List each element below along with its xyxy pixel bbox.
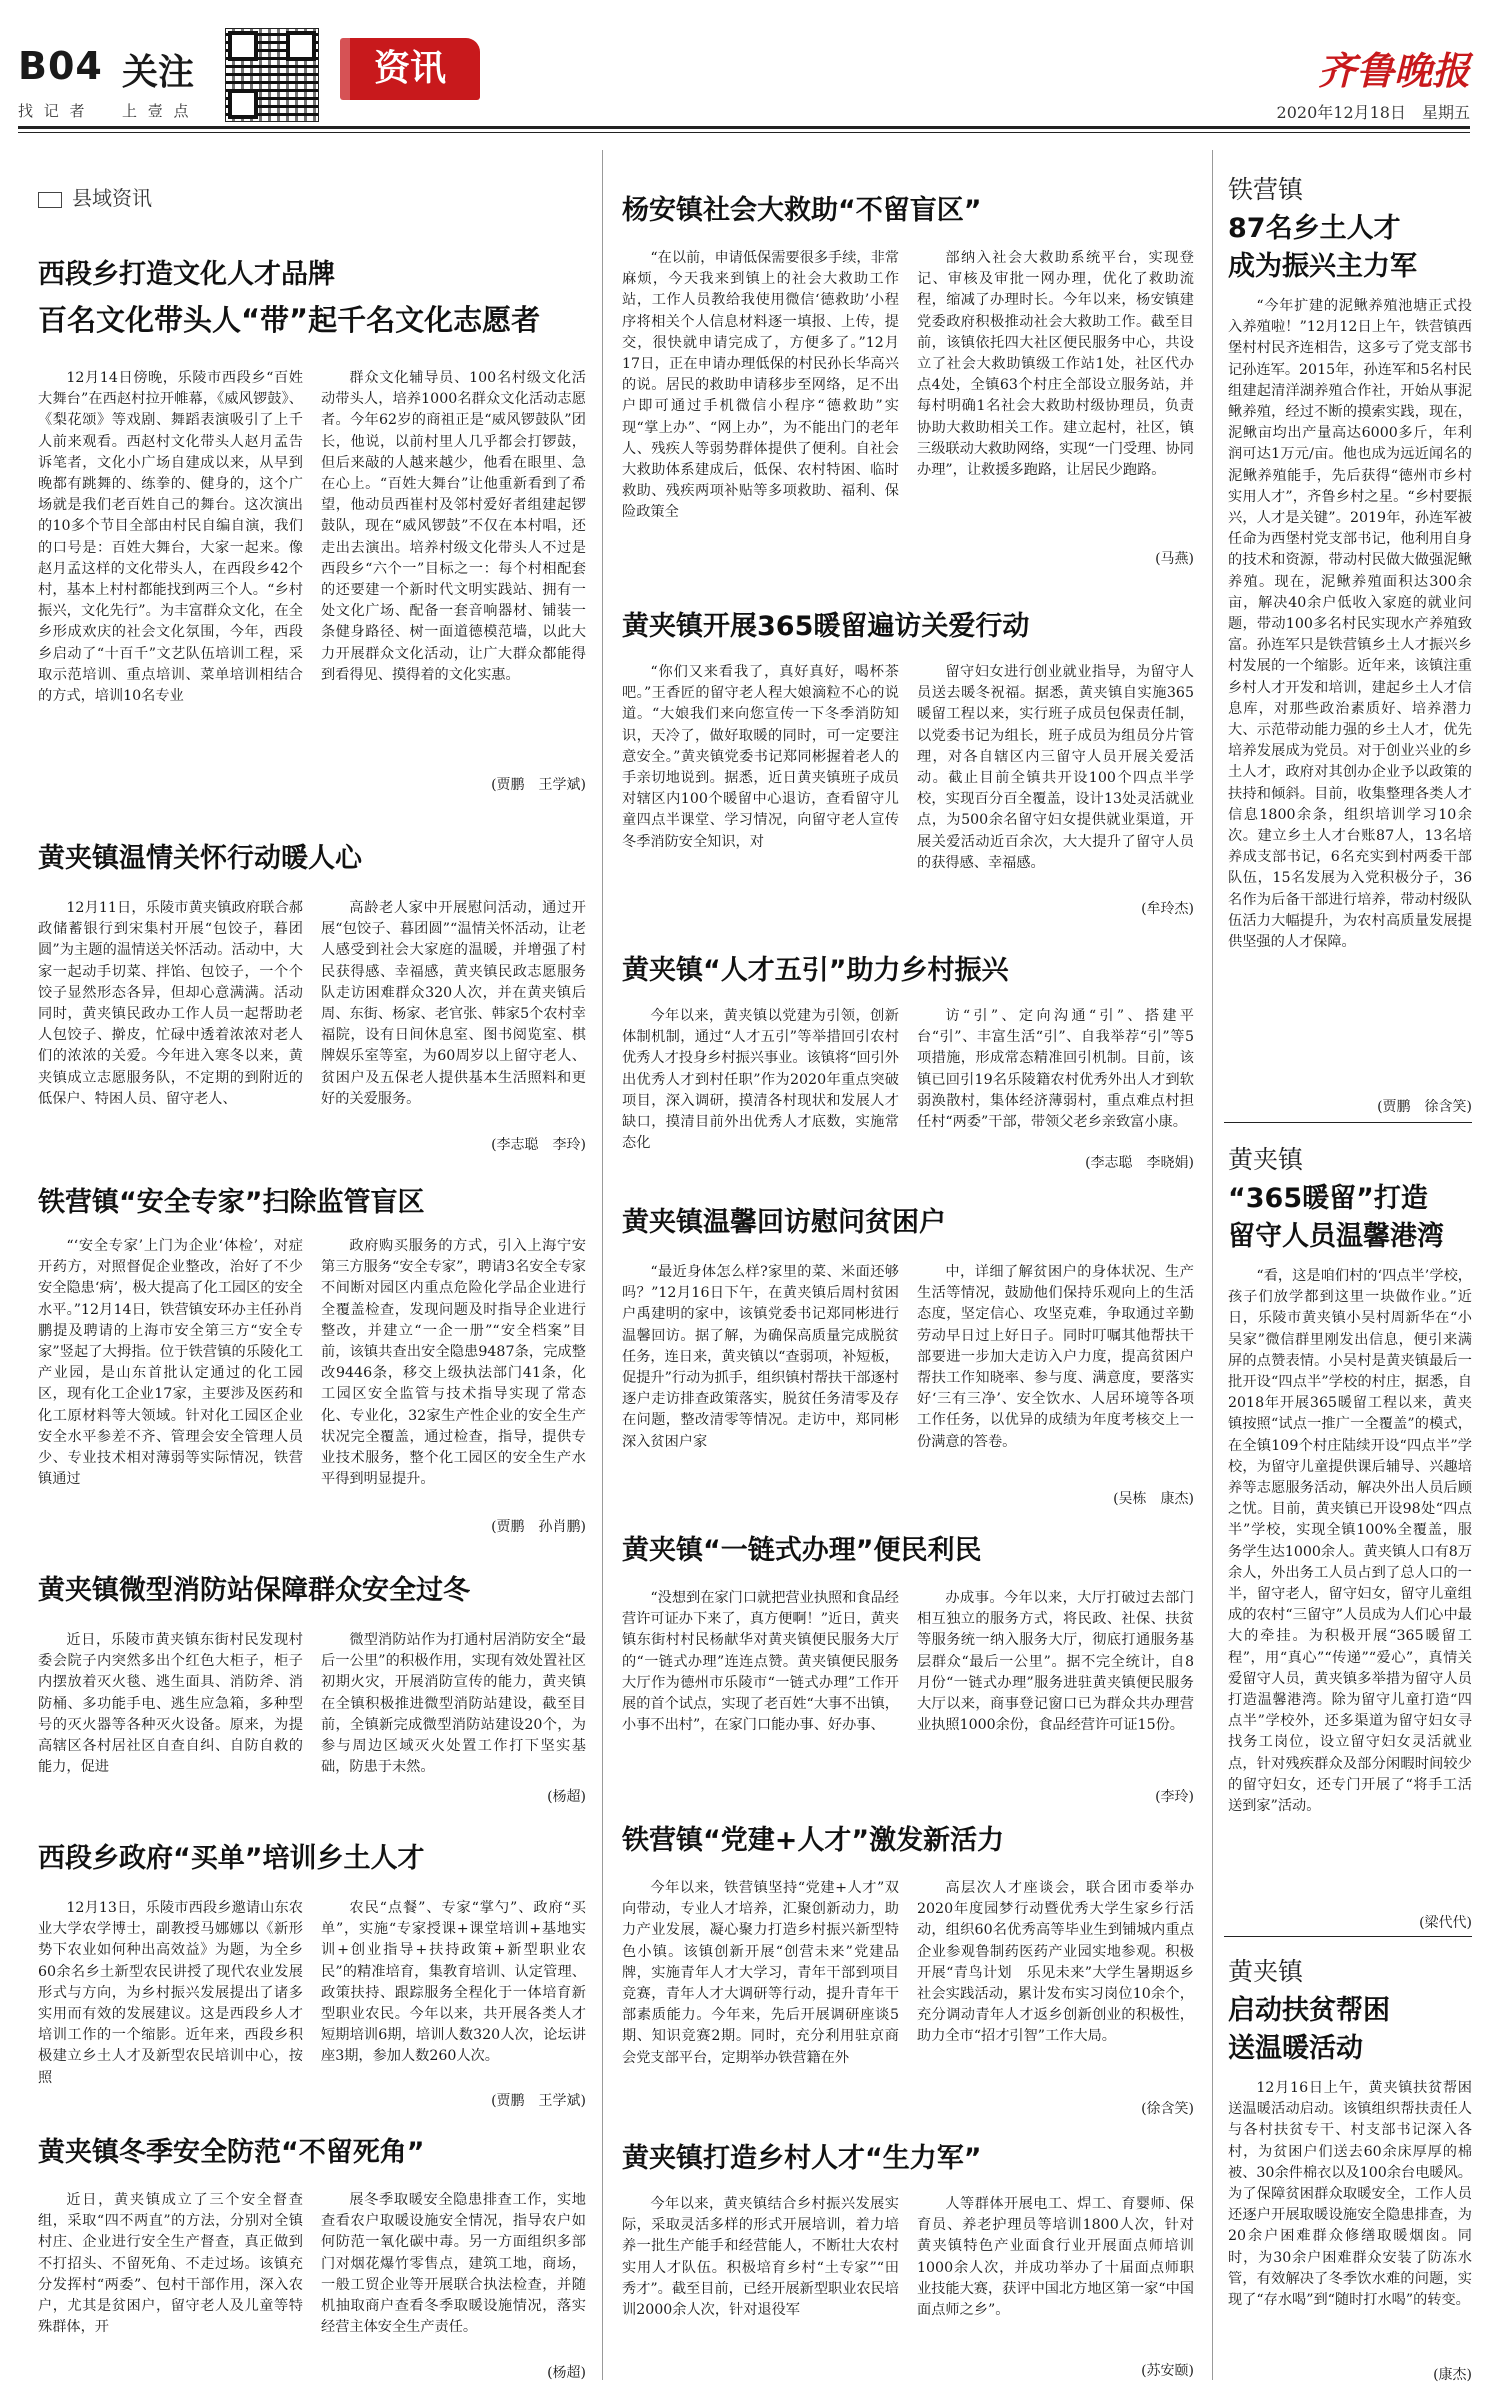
article-title: 87名乡土人才: [1228, 213, 1401, 244]
article-title: 黄夹镇“一链式办理”便民利民: [622, 1535, 982, 1566]
article-kicker: 铁营镇: [1228, 175, 1304, 204]
article-title: 铁营镇“安全专家”扫除监管盲区: [38, 1187, 425, 1218]
article-title: 黄夹镇微型消防站保障群众安全过冬: [38, 1575, 470, 1606]
article-title: 黄夹镇打造乡村人才“生力军”: [622, 2143, 982, 2174]
article-title: 西段乡打造文化人才品牌: [38, 259, 335, 290]
article-byline: (李志聪 李晓娟): [1085, 1155, 1194, 1171]
article-subtitle: 送温暖活动: [1228, 2033, 1363, 2064]
article-body: 近日，黄夹镇成立了三个安全督查组，采取“四不两直”的方法，分别对全镇村庄、企业进行安全生产督查，真正做到不打招头、不留死角、不走过场。该镇充分发挥村“两委”、包村干部作用，深入农户，尤其是贫困户，留守老人及儿童等特殊群体，开 展冬季取暖安全隐患排查工作，实地查看农户取暖设施安全情况，指导农户如何防范一氧化碳中毒。另一方面组织多部门对烟花爆竹零售点，建筑工地，商场，一般工贸企业等开展联合执法检查，并随机抽取商户查看冬季取暖设施情况，落实经营主体安全生产责任。: [38, 2192, 586, 2336]
section-divider: [1224, 1122, 1472, 1123]
header-rule: [18, 126, 1470, 129]
article-byline: (吴栋 康杰): [1113, 1491, 1194, 1507]
article-kicker: 黄夹镇: [1228, 1957, 1304, 1986]
article-body: “今年扩建的泥鳅养殖池塘正式投入养殖啦！”12月12日上午，铁营镇西堡村村民齐连相告，这多亏了党支部书记孙连军。2015年，孙连军和5名村民组建起清洋湖养殖合作社，开始从事泥鳅养殖，经过不断的摸索实践，现在，泥鳅亩均出产量高达6000多斤，年利润可达1万元/亩。他也成为远近闻名的泥鳅养殖能手，先后获得“德州市乡村实用人才”，齐鲁乡村之星。“乡村要振兴，人才是关键”。2019年，孙连军被任命为西堡村党支部书记，他利用自身的技术和资源，带动村民做大做强泥鳅养殖。现在，泥鳅养殖面积达300余亩，解决40余户低收入家庭的就业问题，带动100多名村民实现水产养殖致富。孙连军只是铁营镇乡土人才振兴乡村发展的一个缩影。近年来，该镇注重乡村人才开发和培训，建起乡土人才信息库，对那些政治素质好、培养潜力大、示范带动能力强的乡土人才，优先培养发展成为党员。对于创业兴业的乡土人才，政府对其创办企业予以政策的扶持和倾斜。目前，收集整理各类人才信息1800余条，组织培训学习10余次。建立乡土人才台账87人，13名培养成支部书记，6名充实到村两委干部队伍，15名发展为入党积极分子，36名作为后备干部进行培养，带动村级队伍活力大幅提升，为农村高质量发展提供坚强的人才保障。: [1228, 298, 1472, 951]
article-byline: (苏安颐): [1141, 2363, 1194, 2379]
article-title: 杨安镇社会大救助“不留盲区”: [622, 195, 982, 226]
article-body: 12月13日，乐陵市西段乡邀请山东农业大学农学博士，副教授马娜娜以《新形势下农业如何种出高效益》为题，为全乡60余名乡土新型农民讲授了现代农业发展形式与方向，为乡村振兴发展提出了诸多实用而有效的发展建议。这是西段乡人才培训工作的一个缩影。近年来，西段乡积极建立乡土人才及新型农民培训中心，按照 农民“点餐”、专家“掌勺”、政府“买单”，实施“专家授课+课堂培训+基地实训+创业指导+扶持政策+新型职业农民”的精准培育，集教育培训、认定管理、政策扶持、跟踪服务全程化于一体培育新型职业农民。今年以来，共开展各类人才短期培训6期，培训人数320人次，论坛讲座3期，参加人数260人次。: [38, 1900, 586, 2086]
article-title: “365暖留”打造: [1228, 1183, 1428, 1214]
article-body: 近日，乐陵市黄夹镇东街村民发现村委会院子内突然多出个红色大柜子，柜子内摆放着灭火毯、逃生面具、消防斧、消防桶、多功能手电、逃生应急箱，多种型号的灭火器等各种灭火设备。原来，为提高辖区各村居社区自查自纠、自防自救的能力，促进 微型消防站作为打通村居消防安全“最后一公里”的积极作用，实现有效处置社区初期火灾，开展消防宣传的能力，黄夹镇在全镇积极推进微型消防站建设，截至目前，全镇新完成微型消防站建设20个，为参与周边区域灭火处置工作打下坚实基础，防患于未然。: [38, 1632, 586, 1776]
article-body: “在以前，申请低保需要很多手续，非常麻烦，今天我来到镇上的社会大救助工作站，工作人员教给我使用微信‘德救助’小程序将相关个人信息材料逐一填报、上传，提交，很快就申请完成了，方便多了。”12月17日，正在申请办理低保的村民孙长华高兴的说。居民的救助申请移步至网络，足不出户即可通过手机微信小程序“德救助”实现“掌上办”、“网上办”，为不能出门的老年人、残疾人等弱势群体提供了便利。自社会大救助体系建成后，低保、农村特困、临时救助、残疾两项补贴等多项救助、福利、保险政策全 部纳入社会大救助系统平台，实现登记、审核及审批一网办理，优化了救助流程，缩减了办理时长。今年以来，杨安镇建党委政府积极推动社会大救助工作。截至目前，该镇依托四大社区便民服务中心，共设立了社会大救助镇级工作站1处，社区代办点4处，全镇63个村庄全部设立服务站，并每村明确1名社会大救助村级协理员，负责协助大救助相关工作。建立起村，社区，镇三级联动大救助网络，实现“一门受理、协同办理”，让救援多跑路，让居民少跑路。: [622, 250, 1194, 521]
article-kicker: 黄夹镇: [1228, 1145, 1304, 1174]
article-title: 启动扶贫帮困: [1228, 1995, 1390, 2026]
editor-action: 上 壹 点: [122, 102, 192, 120]
article-title: 黄夹镇“人才五引”助力乡村振兴: [622, 955, 1009, 986]
article-byline: (马燕): [1155, 551, 1194, 567]
section-tag: 资讯: [340, 38, 480, 100]
article-body: “没想到在家门口就把营业执照和食品经营许可证办下来了，真方便啊！”近日，黄夹镇东街村村民杨献华对黄夹镇便民服务大厅的“一链式办理”连连点赞。黄夹镇便民服务大厅作为德州市乐陵市“一链式办理”工作开展的首个试点，实现了老百姓“大事不出镇，小事不出村”，在家门口能办事、好办事、 办成事。今年以来，大厅打破过去部门相互独立的服务方式，将民政、社保、扶贫等服务统一纳入服务大厅，彻底打通服务基层群众“最后一公里”。据不完全统计，自8月份“一链式办理”服务进驻黄夹镇便民服务大厅以来，商事登记窗口已为群众共办理营业执照1000余份，食品经营许可证15份。: [622, 1590, 1194, 1734]
editor-label: 找 记 者: [18, 102, 88, 120]
article-body: “你们又来看我了，真好真好，喝杯茶吧。”王香匠的留守老人程大娘滴粒不心的说道。“大娘我们来向您宣传一下冬季消防知识，天冷了，做好取暖的同时，可一定要注意安全。”黄夹镇党委书记郑同彬握着老人的手亲切地说到。据悉，近日黄夹镇班子成员对辖区内100个暖留中心退访，查看留守儿童四点半课堂、学习情况，向留守老人宣传冬季消防安全知识，对 留守妇女进行创业就业指导，为留守人员送去暖冬祝福。据悉，黄夹镇自实施365暖留工程以来，实行班子成员包保责任制，以党委书记为组长，班子成员为组员分片管理，对各自辖区内三留守人员开展关爱活动。截止目前全镇共开设100个四点半学校，实现百分百全覆盖，设计13处灵活就业点，为500余名留守妇女提供就业渠道，开展关爱活动近百余次，大大提升了留守人员的获得感、幸福感。: [622, 664, 1194, 871]
article-subtitle: 留守人员温馨港湾: [1228, 1221, 1444, 1252]
article-byline: (牟玲杰): [1141, 901, 1194, 917]
article-body: 12月11日，乐陵市黄夹镇政府联合郝政储蓄银行到宋集村开展“包饺子，暮团圆”为主题的温情送关怀活动。活动中，大家一起动手切菜、拌馅、包饺子，一个个饺子显然形态各异，但却心意满满。活动同时，黄夹镇民政办工作人员一起帮助老人包饺子、擀皮，忙碌中透着浓浓对老人们的浓浓的关爱。今年进入寒冬以来，黄夹镇成立志愿服务队，不定期的到附近的低保户、特困人员、留守老人、 高龄老人家中开展慰问活动，通过开展“包饺子、暮团圆”“温情关怀活动，让老人感受到社会大家庭的温暖，并增强了村民获得感、幸福感，黄夹镇民政志愿服务队走访困难群众320人次，并在黄夹镇后周、东街、杨家、老官张、韩家5个农村幸福院，设有日间休息室、图书阅览室、棋牌娱乐室等室，为60周岁以上留守老人、贫困户及五保老人提供基本生活照料和更好的关爱服务。: [38, 900, 586, 1107]
header-rule-thin: [18, 132, 1470, 133]
article-body: “最近身体怎么样?家里的菜、米面还够吗？”12月16日下午，在黄夹镇后周村贫困户禹建明的家中，该镇党委书记郑同彬进行温馨回访。据了解，为确保高质量完成脱贫任务，连日来，黄夹镇以“查弱项，补短板，促提升”行动为抓手，组织镇村帮扶干部逐村逐户走访排查政策落实，脱贫任务清零及存在问题，整改清零等情况。走访中，郑同彬深入贫困户家 中，详细了解贫困户的身体状况、生产生活等情况，鼓励他们保持乐观向上的生活态度，坚定信心、攻坚克难，争取通过辛勤劳动早日过上好日子。同时叮嘱其他帮扶干部要进一步加大走访入户力度，提高贫困户帮扶工作知晓率、参与度、满意度，要落实好‘三有三净’、安全饮水、人居环境等各项工作任务，以优异的成绩为年度考核交上一份满意的答卷。: [622, 1264, 1194, 1450]
article-subtitle: 百名文化带头人“带”起千名文化志愿者: [38, 303, 541, 337]
article-body: “看，这是咱们村的‘四点半’学校，孩子们放学都到这里一块做作业。”近日，乐陵市黄夹镇小吴村周新华在“小吴家”微信群里刚发出信息，便引来满屏的点赞表情。小吴村是黄夹镇最后一批开设“四点半”学校的村庄，据悉，自2018年开展365暖留工程以来，黄夹镇按照“试点一推广一全覆盖”的模式，在全镇109个村庄陆续开设“四点半”学校，为留守儿童提供课后辅导、兴趣培养等志愿服务活动，解决外出人员后顾之忧。目前，黄夹镇已开设98处“四点半”学校，实现全镇100%全覆盖，服务学生达1000余人。黄夹镇人口有8万余人，外出务工人员占到了总人口的一半，留守老人，留守妇女，留守儿童组成的农村“三留守”人员成为人们心中最大的牵挂。为积极开展“365暖留工程”，用“真心”“传递”“爱心”，真情关爱留守人员，黄夹镇多举措为留守人员打造温馨港湾。除为留守儿童打造“四点半”学校外，还多渠道为留守妇女寻找务工岗位，设立留守妇女灵活就业点，针对残疾群众及部分闲暇时间较少的留守妇女，还专门开展了“将手工活送到家”活动。: [1228, 1268, 1472, 1815]
article-body: 今年以来，黄夹镇结合乡村振兴发展实际，采取灵活多样的形式开展培训，着力培养一批生产能手和经营能人，不断壮大农村实用人才队伍。积极培育乡村“土专家”“田秀才”。截至目前，已经开展新型职业农民培训2000余人次，针对退役军 人等群体开展电工、焊工、育婴师、保育员、养老护理员等培训1800人次，针对黄夹镇特色产业面食行业开展面点师培训1000余人次，并成功举办了十届面点师职业技能大赛，获评中国北方地区第一家“中国面点师之乡”。: [622, 2196, 1194, 2319]
article-body: 今年以来，黄夹镇以党建为引领，创新体制机制，通过“人才五引”等举措回引农村优秀人才投身乡村振兴事业。该镇将“回引外出优秀人才到村任职”作为2020年重点突破项目，深入调研，摸清各村现状和发展人才缺口，摸清目前外出优秀人才底数，实施常态化 访“引”、定向沟通“引”、搭建平台“引”、丰富生活“引”、自我举荐“引”等5项措施，形成常态精准回引机制。目前，该镇已回引19名乐陵籍农村优秀外出人才到软弱涣散村，集体经济薄弱村，重点难点村担任村“两委”干部，带领父老乡亲致富小康。: [622, 1008, 1194, 1152]
article-title: 黄夹镇温情关怀行动暖人心: [38, 843, 362, 874]
column-label: 县域资讯: [38, 182, 152, 211]
article-body: 12月16日上午，黄夹镇扶贫帮困送温暖活动启动。该镇组织帮扶责任人与各村扶贫专干、村支部书记深入各村，为贫困户们送去60余床厚厚的棉被、30余件棉衣以及100余台电暖风。为了保障贫困群众取暖安全，工作人员还逐户开展取暖设施安全隐患排查，为20余户困难群众修缮取暖烟囱。同时，为30余户困难群众安装了防冻水管，有效解决了冬季饮水难的问题，实现了“存水喝”到“随时打水喝”的转变。: [1228, 2080, 1472, 2309]
article-title: 黄夹镇冬季安全防范“不留死角”: [38, 2137, 425, 2168]
column-divider: [1212, 150, 1213, 2380]
article-byline: (贾鹏 王学斌): [491, 2093, 586, 2109]
article-byline: (李志聪 李玲): [491, 1137, 586, 1153]
column-divider: [602, 150, 603, 2380]
article-byline: (贾鹏 王学斌): [491, 777, 586, 793]
article-title: 黄夹镇温馨回访慰问贫困户: [622, 1207, 946, 1238]
article-title: 西段乡政府“买单”培训乡土人才: [38, 1843, 425, 1874]
article-byline: (康杰): [1433, 2367, 1472, 2383]
article-body: 12月14日傍晚，乐陵市西段乡“百姓大舞台”在西赵村拉开帷幕，《威风锣鼓》、《梨花颂》等戏剧、舞蹈表演吸引了上千人前来观看。西赵村文化带头人赵月孟告诉笔者，文化小广场自建成以来，从早到晚都有跳舞的、练拳的、健身的，这个广场就是我们老百姓自己的舞台。这次演出的10多个节目全部由村民自编自演，我们的口号是：百姓大舞台，大家一起来。像赵月孟这样的文化带头人，在西段乡42个村，基本上村村都能找到两三个人。“乡村振兴，文化先行”。为丰富群众文化，在全乡形成欢庆的社会文化氛围，今年，西段乡启动了“十百千”文艺队伍培训工程，采取示范培训、重点培训、菜单培训相结合的方式，培训10名专业 群众文化辅导员、100名村级文化活动带头人，培养1000名群众文化活动志愿者。今年62岁的商祖正是“威风锣鼓队”团长，他说，以前村里人几乎都会打锣鼓，但后来敲的人越来越少，他看在眼里、急在心上。“百姓大舞台”让他重新看到了希望，他动员西崔村及邻村爱好者组建起锣鼓队，现在“威风锣鼓”不仅在本村唱，还走出去演出。培养村级文化带头人不过是西段乡“六个一”目标之一：每个村相配套的还要建一个新时代文明实践站、拥有一处文化广场、配备一套音响器材、铺装一条健身路径、树一面道德模范墙，以此大力开展群众文化活动，让广大群众都能得到看得见、摸得着的文化实惠。: [38, 370, 586, 705]
article-byline: (杨超): [547, 1789, 586, 1805]
article-byline: (杨超): [547, 2365, 586, 2381]
article-body: “‘安全专家’上门为企业‘体检’，对症开药方，对照督促企业整改，治好了不少安全隐患‘病’，极大提高了化工园区的安全水平。”12月14日，铁营镇安环办主任孙肖鹏提及聘请的上海市安全第三方“安全专家”竖起了大拇指。位于铁营镇的乐陵化工产业园，是山东首批认定通过的化工园区，现有化工企业17家，主要涉及医药和化工原材料等大领域。针对化工园区企业安全水平参差不齐、管理会安全管理人员少、专业技术相对薄弱等实际情况，铁营镇通过 政府购买服务的方式，引入上海宁安第三方服务“安全专家”，聘请3名安全专家不间断对园区内重点危险化学品企业进行全覆盖检查，发现问题及时指导企业进行整改，并建立“一企一册”“安全档案”目前，该镇共查出安全隐患9487条，完成整改9446条，移交上级执法部门41条，化工园区安全监管与技术指导实现了常态化、专业化，32家生产性企业的安全生产状况完全覆盖，通过检查，指导，提供专业技术服务，整个化工园区的安全生产水平得到明显提升。: [38, 1238, 586, 1488]
article-body: 今年以来，铁营镇坚持“党建+人才”双向带动，专业人才培养，汇聚创新动力，助力产业发展，凝心聚力打造乡村振兴新型特色小镇。该镇创新开展“创营未来”党建品牌，实施青年人才大学习，青年干部到项目竞赛，青年人才大调研等行动，提升青年干部素质能力。今年来，先后开展调研座谈5期、知识竞赛2期。同时，充分利用驻京商会党支部平台，定期举办铁营籍在外 高层次人才座谈会，联合团市委举办2020年度园梦行动暨优秀大学生家乡行活动，组织60名优秀高等毕业生到铺城内重点企业参观鲁制药医药产业园实地参观。积极开展“青鸟计划 乐见未来”大学生暑期返乡社会实践活动，累计发布实习岗位10余个，充分调动青年人才返乡创新创业的积极性，助力全市“招才引智”工作大局。: [622, 1880, 1194, 2066]
article-title: 铁营镇“党建+人才”激发新活力: [622, 1825, 1005, 1856]
page-number: B04: [18, 44, 103, 88]
article-byline: (贾鹏 徐含笑): [1377, 1099, 1472, 1115]
article-byline: (梁代代): [1419, 1915, 1472, 1931]
section-title: 关注: [122, 52, 195, 93]
article-byline: (贾鹏 孙肖鹏): [491, 1519, 586, 1535]
qr-code-icon: [225, 28, 319, 122]
issue-date: 2020年12月18日 星期五: [1276, 103, 1470, 122]
article-byline: (徐含笑): [1141, 2101, 1194, 2117]
article-subtitle: 成为振兴主力军: [1228, 251, 1417, 282]
article-title: 黄夹镇开展365暖留遍访关爱行动: [622, 611, 1030, 642]
newspaper-logo: 齐鲁晚报: [1317, 48, 1470, 93]
article-byline: (李玲): [1155, 1789, 1194, 1805]
section-divider: [1224, 1936, 1472, 1937]
